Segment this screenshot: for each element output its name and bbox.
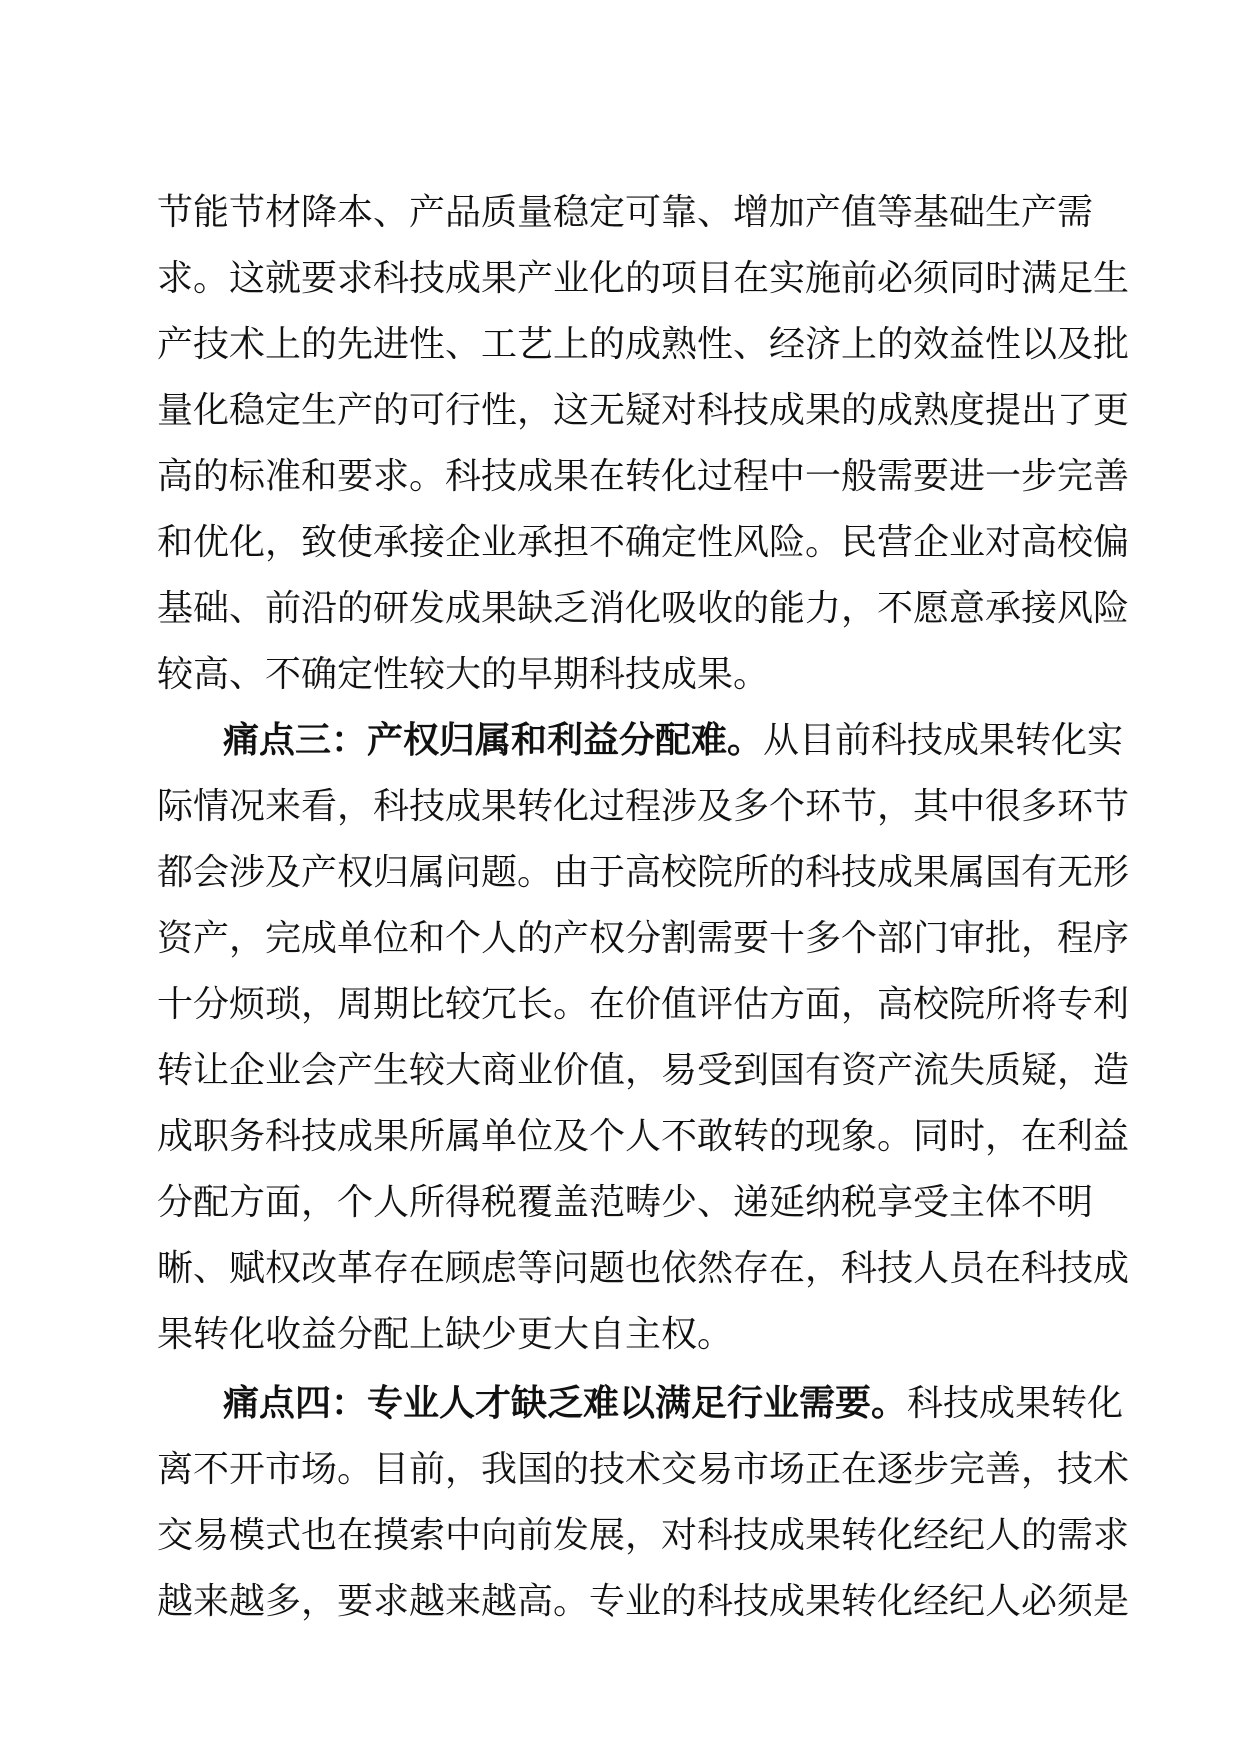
text-line: 转让企业会产生较大商业价值，易受到国有资产流失质疑，造 bbox=[157, 1050, 1130, 1091]
text-line: 果转化收益分配上缺少更大自主权。 bbox=[157, 1314, 734, 1355]
text-line: 分配方面，个人所得税覆盖范畴少、递延纳税享受主体不明 bbox=[157, 1182, 1094, 1223]
pain-point-heading: 痛点四：专业人才缺乏难以满足行业需要。 bbox=[223, 1383, 908, 1424]
text-line: 节能节材降本、产品质量稳定可靠、增加产值等基础生产需 bbox=[157, 192, 1094, 233]
paragraph-3 bbox=[157, 1371, 1130, 1635]
text-line: 都会涉及产权归属问题。由于高校院所的科技成果属国有无形 bbox=[157, 852, 1130, 893]
text-line: 成职务科技成果所属单位及个人不敢转的现象。同时，在利益 bbox=[157, 1116, 1130, 1157]
text-span: 科技成果转化 bbox=[907, 1383, 1124, 1424]
text-line: 高的标准和要求。科技成果在转化过程中一般需要进一步完善 bbox=[157, 456, 1130, 497]
text-line: 际情况来看，科技成果转化过程涉及多个环节，其中很多环节 bbox=[157, 786, 1130, 827]
text-line: 资产，完成单位和个人的产权分割需要十多个部门审批，程序 bbox=[157, 918, 1130, 959]
text-line: 基础、前沿的研发成果缺乏消化吸收的能力，不愿意承接风险 bbox=[157, 588, 1130, 629]
text-line: 较高、不确定性较大的早期科技成果。 bbox=[157, 654, 770, 695]
text-line: 交易模式也在摸索中向前发展，对科技成果转化经纪人的需求 bbox=[157, 1515, 1130, 1556]
text-span: 从目前科技成果转化实 bbox=[763, 720, 1124, 761]
paragraph-first-line bbox=[157, 1371, 1124, 1437]
paragraph-1 bbox=[157, 180, 1130, 708]
text-line: 十分烦琐，周期比较冗长。在价值评估方面，高校院所将专利 bbox=[157, 984, 1130, 1025]
text-line: 离不开市场。目前，我国的技术交易市场正在逐步完善，技术 bbox=[157, 1449, 1130, 1490]
text-line: 求。这就要求科技成果产业化的项目在实施前必须同时满足生 bbox=[157, 258, 1130, 299]
pain-point-heading: 痛点三：产权归属和利益分配难。 bbox=[223, 720, 764, 761]
text-line: 量化稳定生产的可行性，这无疑对科技成果的成熟度提出了更 bbox=[157, 390, 1130, 431]
text-line: 晰、赋权改革存在顾虑等问题也依然存在，科技人员在科技成 bbox=[157, 1248, 1130, 1289]
paragraph-first-line bbox=[157, 708, 1124, 774]
text-line: 越来越多，要求越来越高。专业的科技成果转化经纪人必须是 bbox=[157, 1581, 1130, 1622]
document-page bbox=[157, 180, 1130, 1635]
text-line: 和优化，致使承接企业承担不确定性风险。民营企业对高校偏 bbox=[157, 522, 1130, 563]
paragraph-2 bbox=[157, 708, 1130, 1368]
text-line: 产技术上的先进性、工艺上的成熟性、经济上的效益性以及批 bbox=[157, 324, 1130, 365]
